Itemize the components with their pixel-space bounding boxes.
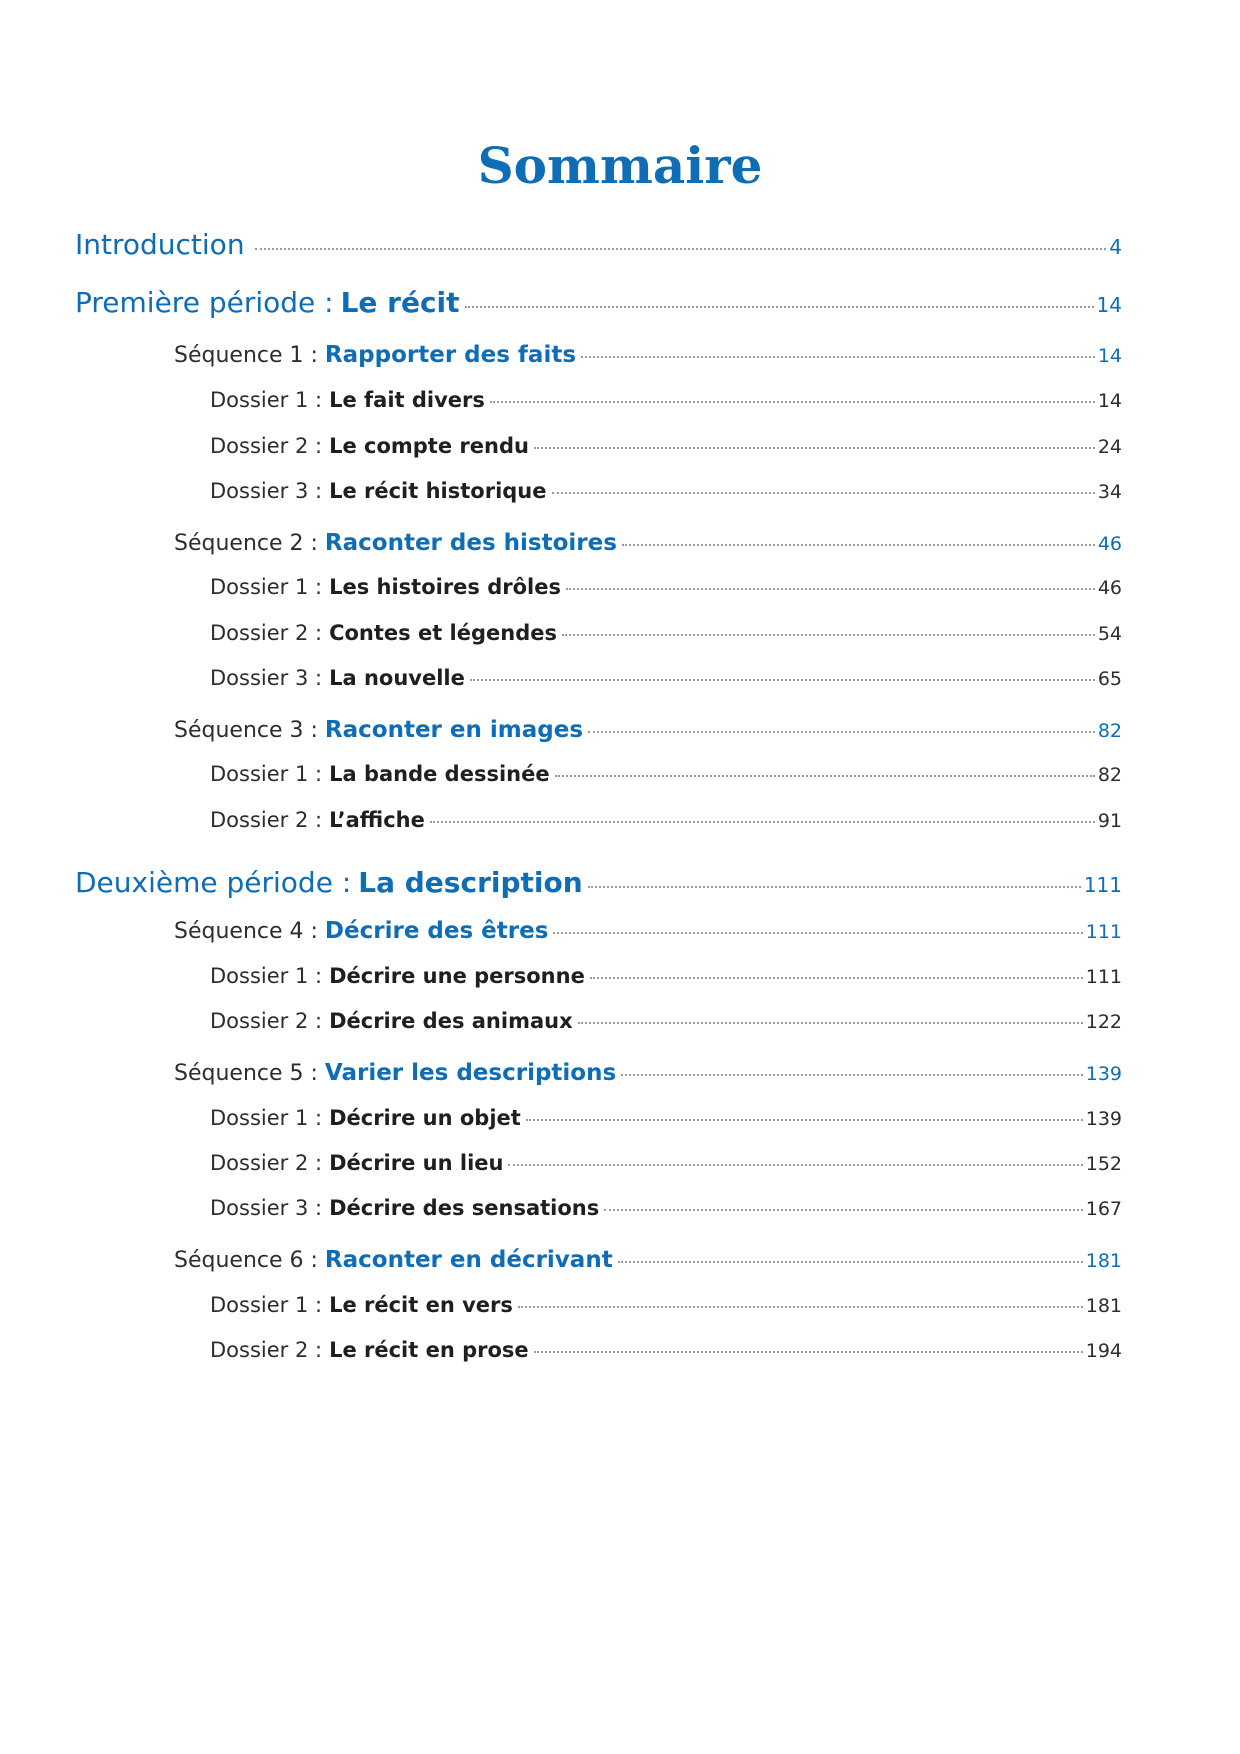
toc-entry-title: L’affiche [329, 808, 425, 832]
toc-entry-title: La description [358, 866, 583, 899]
toc-entry-label: Dossier 2 : [210, 1338, 323, 1362]
toc-entry-title: Décrire une personne [329, 964, 585, 988]
toc-page-number: 181 [1085, 1295, 1122, 1317]
toc-period-entry[interactable] [75, 286, 1122, 326]
toc-entry-label: Deuxième période : [75, 866, 352, 899]
toc-page-number: 34 [1097, 481, 1122, 503]
dot-leader [508, 1164, 1082, 1166]
toc-page-number: 46 [1097, 533, 1122, 555]
dot-leader [470, 679, 1095, 681]
toc-period-entry[interactable] [75, 866, 1122, 906]
toc-page-number: 91 [1097, 810, 1122, 832]
toc-entry-label: Séquence 1 : [174, 343, 318, 368]
toc-dossier-entry[interactable] [210, 621, 1122, 661]
toc-page-number: 181 [1085, 1250, 1122, 1272]
toc-entry-title: Raconter des histoires [324, 530, 617, 556]
toc-entry-label: Dossier 3 : [210, 1196, 323, 1220]
toc-dossier-entry[interactable] [210, 1293, 1122, 1333]
toc-entry-title: Décrire des êtres [324, 918, 549, 944]
toc-entry-title: Rapporter des faits [324, 342, 577, 368]
toc-entry-label: Dossier 1 : [210, 762, 323, 786]
toc-page-number: 4 [1109, 235, 1122, 259]
toc-page-number: 194 [1085, 1340, 1122, 1362]
toc-page-number: 139 [1085, 1063, 1122, 1085]
toc-dossier-entry[interactable] [210, 1151, 1122, 1191]
dot-leader [588, 886, 1081, 888]
toc-entry-label: Dossier 1 : [210, 964, 323, 988]
toc-entry-title: Contes et légendes [329, 621, 557, 645]
toc-dossier-entry[interactable] [210, 1196, 1122, 1236]
dot-leader [534, 447, 1095, 449]
dot-leader [618, 1261, 1083, 1263]
toc-entry-title: Les histoires drôles [329, 575, 561, 599]
dot-leader [555, 775, 1095, 777]
toc-entry-label: Dossier 1 : [210, 575, 323, 599]
toc-page-number: 54 [1097, 623, 1122, 645]
toc-page-number: 46 [1097, 577, 1122, 599]
toc-sequence-entry[interactable] [174, 1247, 1122, 1287]
page-title: Sommaire [477, 136, 763, 195]
toc-dossier-entry[interactable] [210, 964, 1122, 1004]
toc-page-number: 14 [1096, 293, 1122, 317]
dot-leader [255, 248, 1107, 250]
toc-dossier-entry[interactable] [210, 808, 1122, 848]
dot-leader [430, 821, 1095, 823]
toc-entry-label: Séquence 3 : [174, 718, 318, 743]
toc-entry-title: Raconter en décrivant [324, 1247, 613, 1273]
toc-entry-label: Dossier 3 : [210, 666, 323, 690]
toc-entry-title: Le récit historique [329, 479, 547, 503]
dot-leader [622, 544, 1095, 546]
toc-entry-label: Séquence 4 : [174, 919, 318, 944]
dot-leader [465, 306, 1094, 308]
toc-page-number: 65 [1097, 668, 1122, 690]
dot-leader [562, 634, 1095, 636]
dot-leader [552, 492, 1095, 494]
toc-sequence-entry[interactable] [174, 530, 1122, 570]
toc-entry-label: Dossier 1 : [210, 1293, 323, 1317]
toc-entry-title: Décrire un lieu [329, 1151, 504, 1175]
toc-page-number: 111 [1083, 873, 1122, 897]
toc-dossier-entry[interactable] [210, 1106, 1122, 1146]
toc-page-number: 152 [1085, 1153, 1122, 1175]
toc-page-number: 111 [1085, 921, 1122, 943]
toc-page-number: 139 [1085, 1108, 1122, 1130]
toc-entry-label: Dossier 2 : [210, 621, 323, 645]
dot-leader [590, 977, 1083, 979]
toc-entry-title: Décrire des sensations [329, 1196, 600, 1220]
toc-dossier-entry[interactable] [210, 575, 1122, 615]
toc-entry-label: Dossier 2 : [210, 808, 323, 832]
toc-dossier-entry[interactable] [210, 1338, 1122, 1378]
toc-entry-title: Le récit en prose [329, 1338, 529, 1362]
toc-dossier-entry[interactable] [210, 388, 1122, 428]
dot-leader [566, 588, 1095, 590]
toc-dossier-entry[interactable] [210, 762, 1122, 802]
toc-dossier-entry[interactable] [210, 1009, 1122, 1049]
dot-leader [581, 356, 1095, 358]
toc-entry-label: Dossier 1 : [210, 388, 323, 412]
dot-leader [621, 1074, 1083, 1076]
toc-entry-title: Le fait divers [329, 388, 485, 412]
dot-leader [526, 1119, 1083, 1121]
toc-entry-title: La bande dessinée [329, 762, 550, 786]
toc-entry-label: Séquence 2 : [174, 531, 318, 556]
toc-sequence-entry[interactable] [174, 717, 1122, 757]
toc-entry-title: La nouvelle [329, 666, 465, 690]
dot-leader [553, 932, 1082, 934]
toc-entry-label: Dossier 3 : [210, 479, 323, 503]
toc-sequence-entry[interactable] [174, 1060, 1122, 1100]
dot-leader [578, 1022, 1083, 1024]
dot-leader [604, 1209, 1083, 1211]
toc-sequence-entry[interactable] [174, 342, 1122, 382]
dot-leader [490, 401, 1095, 403]
toc-page-number: 14 [1097, 345, 1122, 367]
toc-entry-title: Le récit [340, 286, 460, 319]
toc-page-number: 122 [1085, 1011, 1122, 1033]
toc-entry-label: Séquence 5 : [174, 1061, 318, 1086]
toc-entry-title: Le compte rendu [329, 434, 529, 458]
dot-leader [534, 1351, 1083, 1353]
toc-page-number: 82 [1097, 720, 1122, 742]
toc-page-number: 14 [1097, 390, 1122, 412]
dot-leader [518, 1306, 1083, 1308]
toc-page-number: 24 [1097, 436, 1122, 458]
toc-period-entry[interactable] [75, 228, 1122, 268]
toc-entry-label: Séquence 6 : [174, 1248, 318, 1273]
toc-entry-label: Dossier 2 : [210, 1009, 323, 1033]
toc-entry-label: Introduction [75, 228, 245, 261]
toc-entry-label: Première période : [75, 286, 334, 319]
toc-entry-title: Décrire un objet [329, 1106, 521, 1130]
toc-dossier-entry[interactable] [210, 666, 1122, 706]
toc-dossier-entry[interactable] [210, 479, 1122, 519]
dot-leader [588, 731, 1095, 733]
toc-dossier-entry[interactable] [210, 434, 1122, 474]
toc-entry-title: Le récit en vers [329, 1293, 513, 1317]
toc-sequence-entry[interactable] [174, 918, 1122, 958]
toc-entry-label: Dossier 1 : [210, 1106, 323, 1130]
toc-page-number: 82 [1097, 764, 1122, 786]
toc-entry-title: Décrire des animaux [329, 1009, 573, 1033]
toc-entry-title: Varier les descriptions [324, 1060, 617, 1086]
toc-entry-title: Raconter en images [324, 717, 584, 743]
toc-page-number: 111 [1085, 966, 1122, 988]
toc-page-number: 167 [1085, 1198, 1122, 1220]
toc-entry-label: Dossier 2 : [210, 434, 323, 458]
toc-entry-label: Dossier 2 : [210, 1151, 323, 1175]
